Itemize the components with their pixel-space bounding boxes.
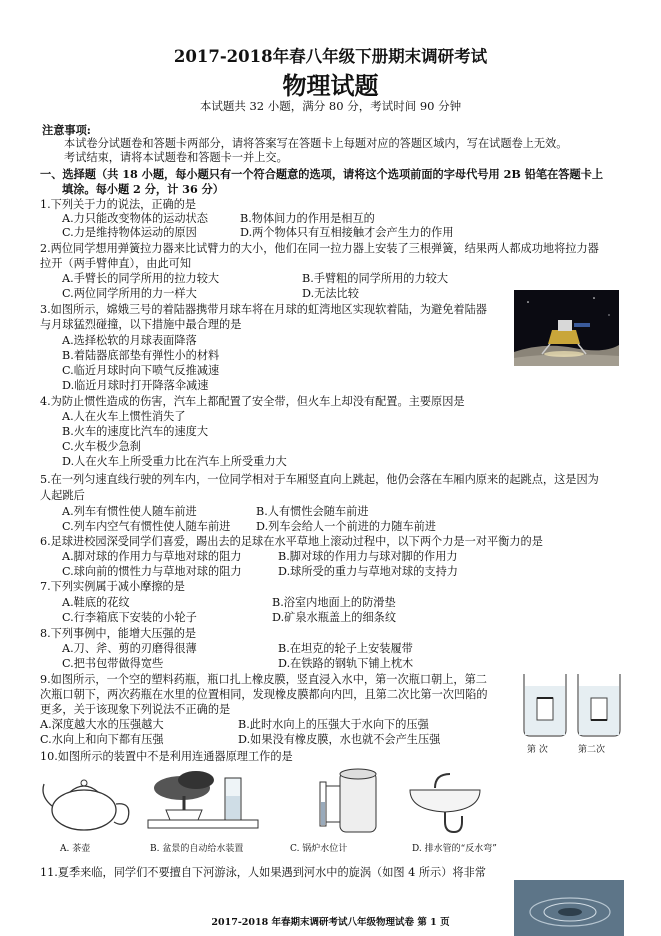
q9-beakers-figure [518, 668, 628, 740]
notice-line-2: 考试结束，请将本试题卷和答题卡一并上交。 [64, 151, 288, 164]
exam-info: 本试题共 32 小题，满分 80 分，考试时间 90 分钟 [199, 99, 462, 113]
bonsai-watering-icon [148, 771, 258, 828]
q1-stem: 1.下列关于力的说法，正确的是 [40, 198, 197, 211]
q7-option-b: B.浴室内地面上的防滑垫 [272, 596, 396, 609]
q2-option-b: B.手臂粗的同学所用的力较大 [302, 272, 449, 285]
q11-stem: 11.夏季来临，同学们不要擅自下河游泳，人如果遇到河水中的旋涡（如图 4 所示）将非常 [40, 866, 486, 879]
q6-option-a: A.脚对球的作用力与草地对球的阻力 [62, 550, 242, 563]
exam-title: 2017-2018年春八年级下册期末调研考试 [173, 47, 488, 66]
beaker-second-icon [578, 674, 620, 736]
q5-stem-1: 5.在一列匀速直线行驶的列车内，一位同学相对于车厢竖直向上跳起，他仍会落在车厢内原来的起跳点，这是因为 [40, 473, 599, 486]
q9-option-c: C.水向上和向下都有压强 [40, 733, 164, 746]
q9-stem-2: 次瓶口朝下，两次药瓶在水里的位置相同，发现橡皮膜都向内凹，且第二次比第一次凹陷的 [40, 688, 488, 701]
section-heading-2: 填涂。每小题 2 分，计 36 分） [62, 182, 224, 196]
q3-option-c: C.临近月球时向下喷气反推减速 [62, 364, 220, 377]
q9-option-b: B.此时水向上的压强大于水向下的压强 [238, 718, 429, 731]
q3-option-a: A.选择松软的月球表面降落 [62, 334, 197, 347]
q3-option-d: D.临近月球时打开降落伞减速 [62, 379, 209, 392]
page-footer: 2017-2018 年春期末调研考试八年级物理试卷 第 1 页 [211, 917, 450, 928]
q8-stem: 8.下列事例中，能增大压强的是 [40, 627, 197, 640]
q3-option-b: B.着陆器底部垫有弹性小的材料 [62, 349, 220, 362]
q6-option-d: D.球所受的重力与草地对球的支持力 [278, 565, 458, 578]
q5-option-a: A.列车有惯性使人随车前进 [62, 505, 197, 518]
q9-caption-second: 第二次 [578, 745, 606, 755]
subject-title: 物理试题 [282, 71, 379, 100]
q1-option-b: B.物体间力的作用是相互的 [240, 212, 375, 225]
q5-option-b: B.人有惯性会随车前进 [256, 505, 369, 518]
beaker-first-icon [524, 674, 566, 736]
q10-option-d: D. 排水管的“反水弯” [412, 844, 497, 854]
q10-option-b: B. 盆景的自动给水装置 [150, 844, 244, 854]
q2-option-d: D.无法比较 [302, 287, 359, 300]
q9-option-a: A.深度越大水的压强越大 [40, 718, 164, 731]
q7-option-d: D.矿泉水瓶盖上的细条纹 [272, 611, 397, 624]
q6-option-c: C.球向前的惯性力与草地对球的阻力 [62, 565, 242, 578]
section-heading-1: 一、选择题（共 18 小题，每小题只有一个符合题意的选项，请将这个选项前面的字母代号用 2B 铅笔在答题卡上 [40, 167, 604, 181]
q10-option-c: C. 锅炉水位计 [290, 844, 348, 854]
sink-trap-icon [410, 774, 480, 832]
q9-stem-1: 9.如图所示，一个空的塑料药瓶，瓶口扎上橡皮膜，竖直浸入水中，第一次瓶口朝上，第二 [40, 673, 487, 686]
q8-option-a: A.刀、斧、剪的刃磨得很薄 [62, 642, 197, 655]
q1-option-d: D.两个物体只有互相接触才会产生力的作用 [240, 226, 454, 239]
q5-option-d: D.列车会给人一个前进的力随车前进 [256, 520, 436, 533]
q3-stem-1: 3.如图所示，嫦娥三号的着陆器携带月球车将在月球的虹湾地区实现软着陆，为避免着陆器 [40, 303, 487, 316]
q9-option-d: D.如果没有橡皮膜，水也就不会产生压强 [238, 733, 441, 746]
q5-option-c: C.列车内空气有惯性使人随车前进 [62, 520, 231, 533]
q4-stem: 4.为防止惯性造成的伤害，汽车上都配置了安全带，但火车上却没有配置。主要原因是 [40, 395, 465, 408]
q1-option-a: A.力只能改变物体的运动状态 [62, 212, 208, 225]
q6-stem: 6.足球进校园深受同学们喜爱，踢出去的足球在水平草地上滚动过程中，以下两个力是一对平衡力的是 [40, 535, 543, 548]
q5-stem-2: 人起跳后 [40, 489, 85, 502]
q1-option-c: C.力是维持物体运动的原因 [62, 226, 197, 239]
q8-option-d: D.在铁路的钢轨下铺上枕木 [278, 657, 414, 670]
q9-caption-first: 第 次 [527, 745, 548, 755]
q2-stem-2: 拉开（两手臂伸直），由此可知 [40, 257, 192, 270]
q2-stem-1: 2.两位同学想用弹簧拉力器来比试臂力的大小，他们在同一拉力器上安装了三根弹簧，结果两人都成功地将拉力器 [40, 242, 599, 255]
teapot-icon [43, 780, 129, 830]
q8-option-c: C.把书包带做得宽些 [62, 657, 164, 670]
q2-option-c: C.两位同学所用的力一样大 [62, 287, 197, 300]
q3-stem-2: 与月球猛烈碰撞，以下措施中最合理的是 [40, 318, 242, 331]
lunar-lander-image [514, 290, 619, 366]
q6-option-b: B.脚对球的作用力与球对脚的作用力 [278, 550, 458, 563]
q7-option-c: C.行李箱底下安装的小轮子 [62, 611, 197, 624]
q4-option-d: D.人在火车上所受重力比在汽车上所受重力大 [62, 455, 287, 468]
q10-option-a: A. 茶壶 [60, 844, 91, 854]
q10-figures [40, 766, 620, 838]
boiler-gauge-icon [320, 769, 376, 832]
q9-stem-3: 更多，关于该现象下列说法不正确的是 [40, 703, 231, 716]
q4-option-b: B.火车的速度比汽车的速度大 [62, 425, 209, 438]
notice-line-1: 本试卷分试题卷和答题卡两部分，请将答案写在答题卡上每题对应的答题区域内，写在试题卷上无效。 [64, 137, 568, 150]
q4-option-c: C.火车极少急刹 [62, 440, 141, 453]
q7-option-a: A.鞋底的花纹 [62, 596, 130, 609]
q10-stem: 10.如图所示的装置中不是利用连通器原理工作的是 [40, 750, 293, 763]
q7-stem: 7.下列实例属于减小摩擦的是 [40, 580, 185, 593]
q8-option-b: B.在坦克的轮子上安装履带 [278, 642, 413, 655]
q4-option-a: A.人在火车上惯性消失了 [62, 410, 186, 423]
q2-option-a: A.手臂长的同学所用的拉力较大 [62, 272, 220, 285]
notice-heading: 注意事项: [42, 123, 91, 137]
